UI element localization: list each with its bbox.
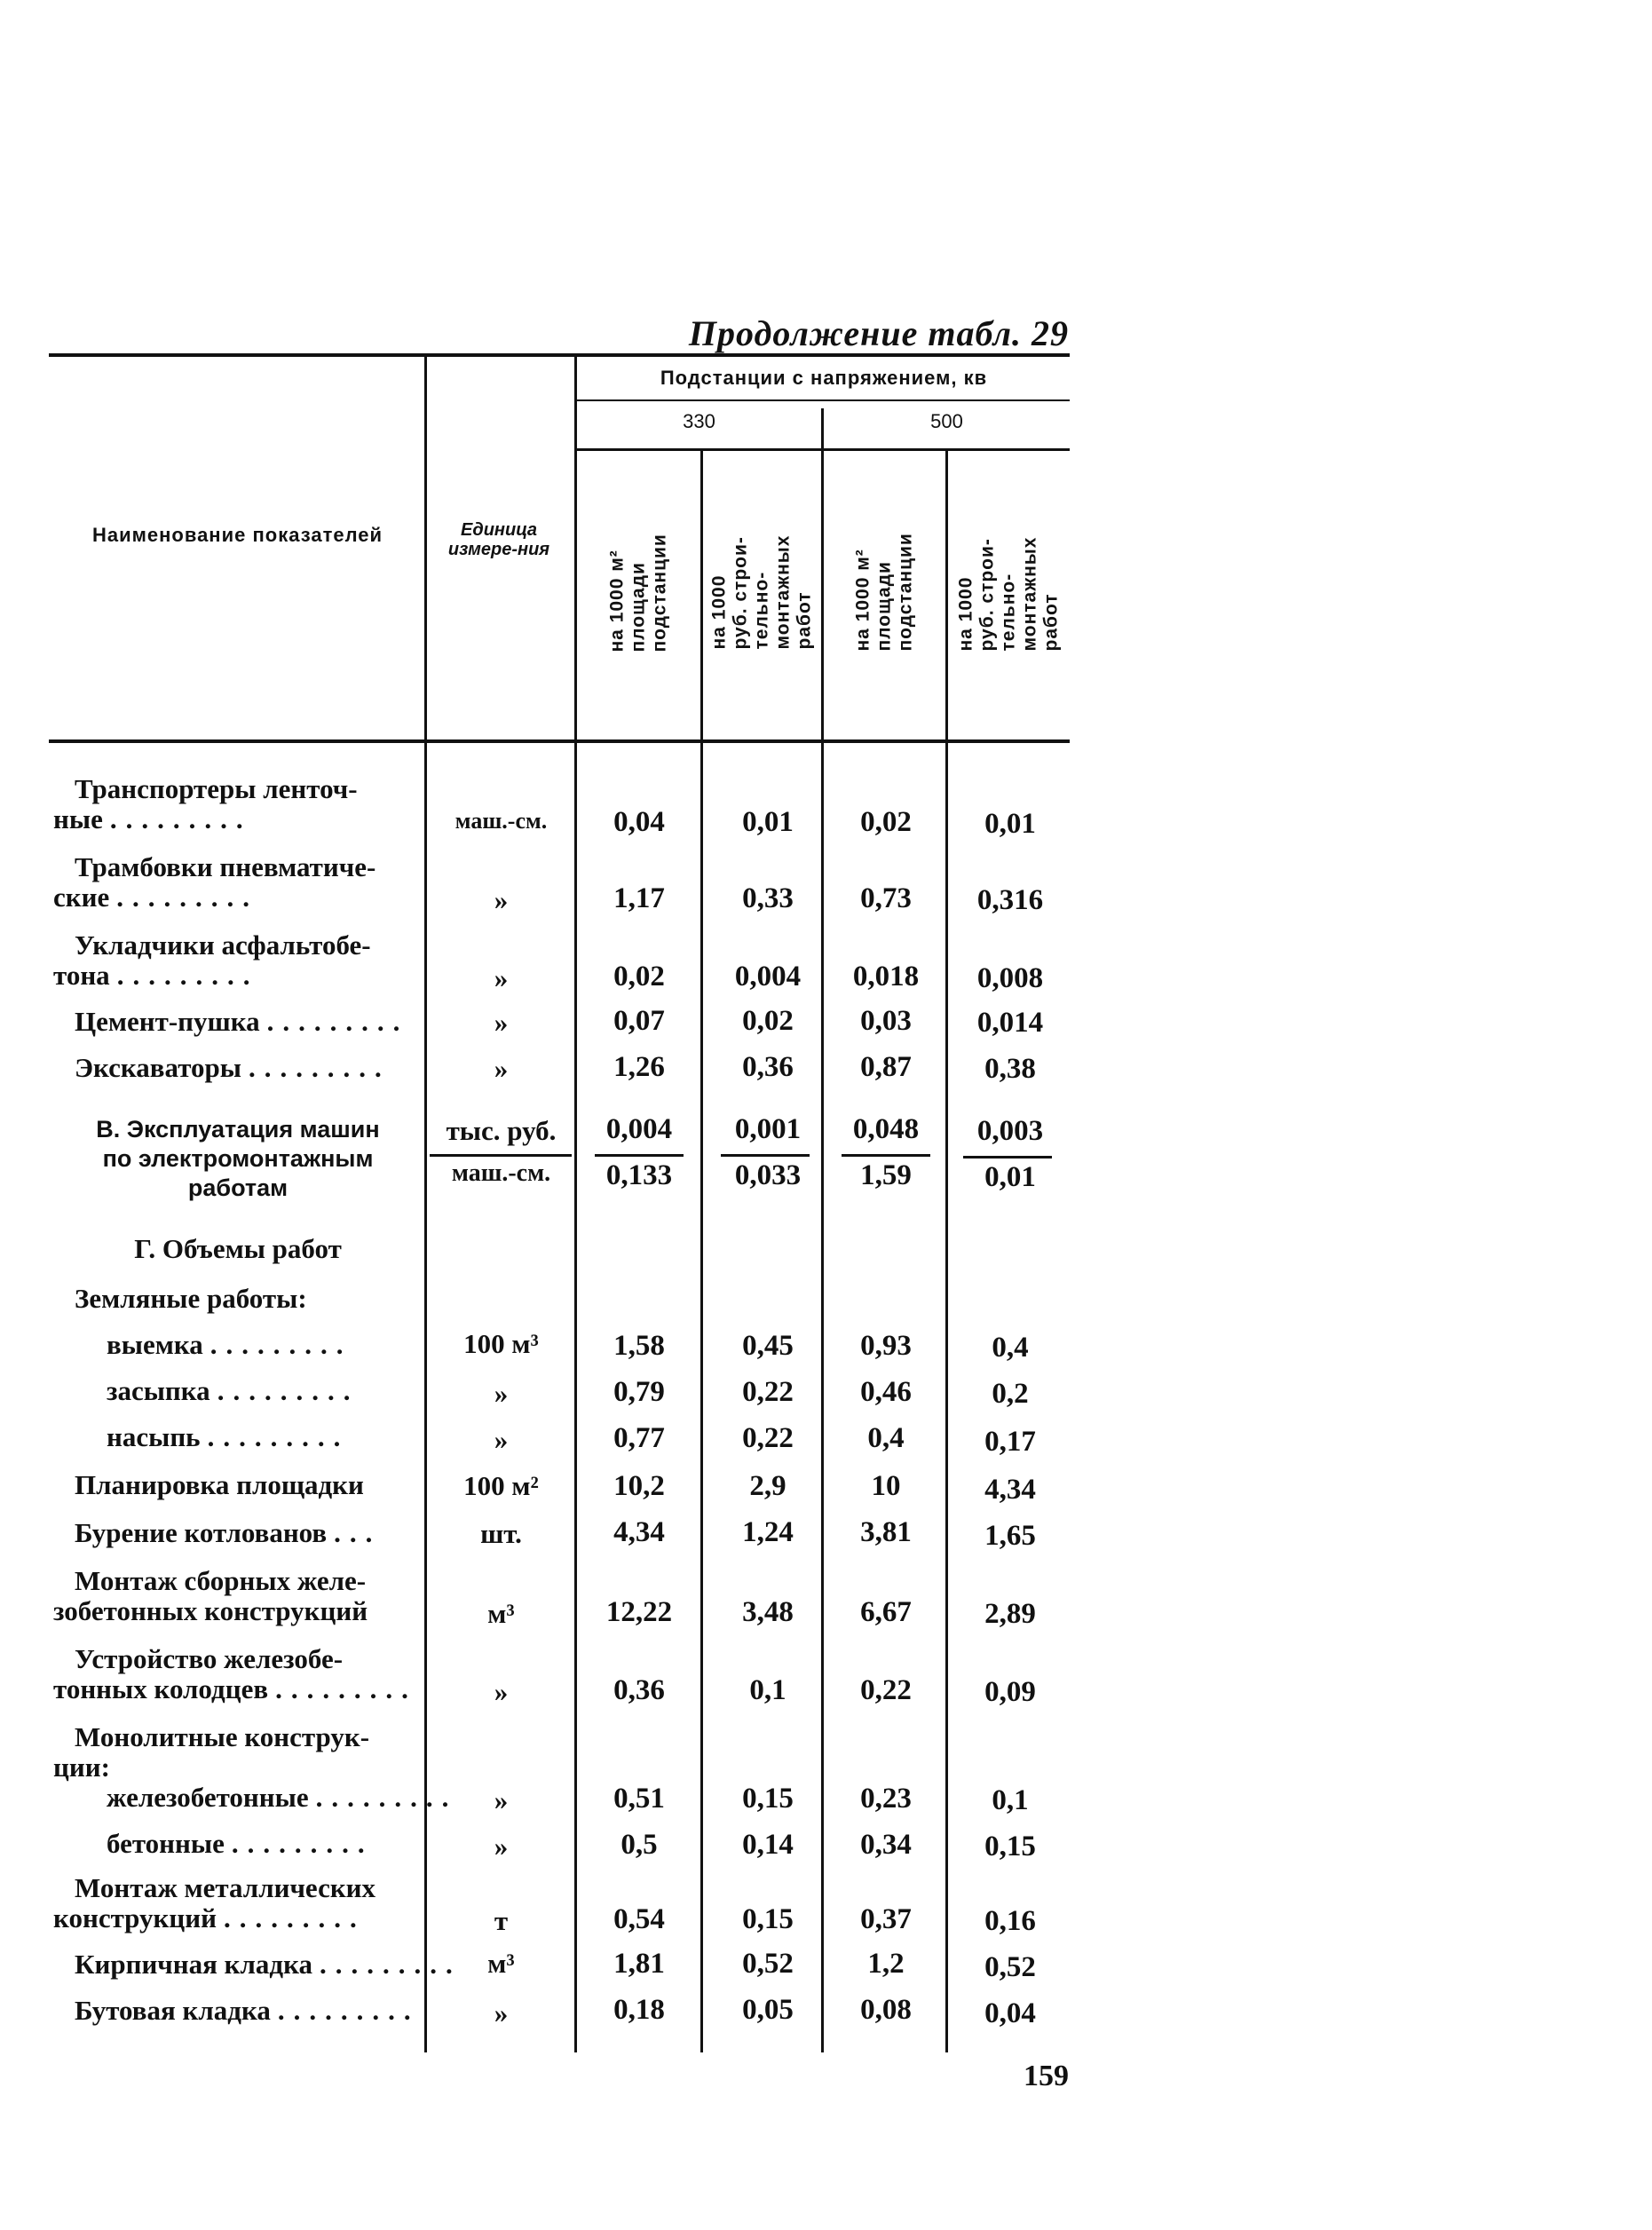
value-cost-330-bottom: 0,033: [734, 1159, 802, 1191]
unit-top: тыс. руб.: [446, 1115, 557, 1146]
value-area-330: 0,07: [613, 1005, 665, 1037]
value-cost-500: 0,04: [984, 1997, 1036, 2029]
value-cost-330: 0,1: [749, 1674, 786, 1706]
value-cost-500: 1,65: [984, 1520, 1036, 1552]
header-col-area-330: на 1000 м² площади подстанции: [606, 533, 670, 652]
value-cost-330: 2,9: [749, 1470, 786, 1502]
voltage-rule: [577, 399, 1070, 401]
header-col-cost-330: на 1000 руб. строи-тельно-монтажных работ: [708, 534, 815, 649]
value-cost-330: 0,01: [742, 806, 794, 838]
fraction-line: [430, 1154, 572, 1157]
row-unit: »: [494, 1007, 509, 1038]
value-cost-330-top: 0,001: [734, 1113, 802, 1145]
value-area-500: 0,03: [860, 1005, 912, 1037]
row-unit: 100 м³: [463, 1328, 539, 1359]
value-area-500: 0,02: [860, 806, 912, 838]
value-area-330: 0,54: [613, 1903, 665, 1935]
header-voltage: Подстанции с напряжением, кв: [660, 367, 988, 389]
header-kv-500: 500: [930, 410, 963, 432]
value-area-500: 0,37: [860, 1903, 912, 1935]
value-cost-500: 0,17: [984, 1426, 1036, 1458]
row-name: Бутовая кладка: [75, 1995, 271, 2026]
table-caption: Продолжение табл. 29: [688, 313, 1069, 353]
header-name: Наименование показателей: [91, 524, 383, 546]
value-cost-500: 0,52: [984, 1951, 1036, 1983]
row-name: выемка: [107, 1329, 203, 1360]
row-name: зобетонных конструкций: [53, 1595, 368, 1626]
value-area-500: 0,34: [860, 1829, 912, 1861]
row-unit: »: [494, 1784, 509, 1815]
value-area-330-top: 0,004: [605, 1113, 673, 1145]
row-unit: маш.-см.: [454, 808, 548, 834]
value-area-500-bottom: 1,59: [860, 1159, 912, 1191]
value-cost-330: 0,14: [742, 1829, 794, 1861]
fraction-line: [842, 1154, 930, 1157]
row-name: Монолитные конструк-: [75, 1721, 370, 1752]
section-title: В. Эксплуатация машин: [96, 1116, 380, 1143]
value-area-330: 0,77: [613, 1422, 665, 1454]
value-cost-330: 0,05: [742, 1994, 794, 2026]
row-unit: »: [494, 1053, 509, 1084]
section-title: работам: [187, 1174, 289, 1201]
row-unit: »: [494, 1831, 509, 1862]
row-unit: шт.: [480, 1518, 522, 1549]
row-unit: »: [494, 884, 509, 915]
row-name: тона: [53, 960, 110, 991]
header-col-area-500: на 1000 м² площади подстанции: [852, 532, 916, 651]
row-name: Монтаж сборных желе-: [75, 1565, 367, 1596]
row-unit: »: [494, 1997, 509, 2028]
value-cost-500-top: 0,003: [976, 1115, 1044, 1147]
row-unit: 100 м²: [463, 1470, 539, 1501]
value-area-330: 1,81: [613, 1948, 665, 1980]
value-area-500: 0,4: [867, 1422, 905, 1454]
value-area-330: 0,79: [613, 1376, 665, 1408]
row-name: ции:: [53, 1752, 110, 1783]
value-area-330: 0,18: [613, 1994, 665, 2026]
row-name: насыпь: [107, 1421, 201, 1452]
value-cost-500: 0,16: [984, 1905, 1036, 1937]
value-cost-500: 0,15: [984, 1831, 1036, 1862]
row-unit: »: [494, 1424, 509, 1455]
row-unit: »: [494, 962, 509, 993]
value-area-330: 1,26: [613, 1051, 665, 1083]
header-kv-330: 330: [683, 410, 715, 432]
section-title: Г. Объемы работ: [134, 1233, 342, 1264]
row-name: Планировка площадки: [75, 1469, 364, 1500]
row-name: конструкций: [53, 1902, 217, 1933]
value-area-330: 1,17: [613, 882, 665, 914]
value-area-330-bottom: 0,133: [605, 1159, 673, 1191]
value-area-330: 0,5: [620, 1829, 658, 1861]
value-cost-330: 0,004: [734, 961, 802, 992]
row-unit: »: [494, 1676, 509, 1707]
value-cost-500-bottom: 0,01: [984, 1161, 1036, 1193]
fraction-line: [721, 1154, 810, 1157]
value-cost-330: 3,48: [742, 1596, 794, 1628]
value-cost-500: 0,38: [984, 1053, 1036, 1085]
value-cost-500: 4,34: [984, 1474, 1036, 1506]
value-area-500: 6,67: [860, 1596, 912, 1628]
value-area-500: 0,87: [860, 1051, 912, 1083]
value-cost-500: 2,89: [984, 1598, 1036, 1630]
value-cost-500: 0,316: [976, 884, 1044, 916]
value-area-500: 0,46: [860, 1376, 912, 1408]
row-name: засыпка: [107, 1375, 210, 1406]
header-bottom-rule: [49, 739, 1070, 743]
value-cost-330: 0,52: [742, 1948, 794, 1980]
page-number: 159: [1024, 2060, 1069, 2092]
value-area-500: 0,93: [860, 1330, 912, 1362]
value-area-330: 0,36: [613, 1674, 665, 1706]
value-cost-500: 0,4: [992, 1332, 1029, 1364]
value-area-330: 10,2: [613, 1470, 665, 1502]
value-area-330: 0,02: [613, 961, 665, 992]
unit-bottom: маш.-см.: [451, 1159, 551, 1187]
value-area-500: 0,22: [860, 1674, 912, 1706]
value-area-500-top: 0,048: [852, 1113, 920, 1145]
value-cost-330: 0,33: [742, 882, 794, 914]
value-area-500: 10: [871, 1470, 901, 1502]
value-cost-500: 0,09: [984, 1676, 1036, 1708]
row-unit: »: [494, 1378, 509, 1409]
row-name: Устройство железобе-: [75, 1643, 344, 1674]
value-area-500: 0,018: [852, 961, 920, 992]
value-cost-330: 0,15: [742, 1783, 794, 1815]
value-cost-500: 0,2: [992, 1378, 1029, 1410]
row-name: Цемент-пушка: [75, 1006, 260, 1037]
value-area-330: 4,34: [613, 1516, 665, 1548]
row-name: тонных колодцев: [53, 1673, 269, 1704]
row-unit: м³: [487, 1598, 515, 1629]
row-name: Трамбовки пневматиче-: [75, 851, 376, 882]
row-name: бетонные: [107, 1828, 225, 1859]
value-area-500: 0,73: [860, 882, 912, 914]
value-area-330: 0,51: [613, 1783, 665, 1815]
value-cost-500: 0,01: [984, 808, 1036, 840]
value-cost-330: 0,22: [742, 1376, 794, 1408]
value-area-500: 0,23: [860, 1783, 912, 1815]
row-name: Экскаваторы: [75, 1052, 241, 1083]
header-col-cost-500: на 1000 руб. строи-тельно-монтажных работ: [955, 536, 1062, 651]
value-area-330: 0,04: [613, 806, 665, 838]
value-cost-330: 0,45: [742, 1330, 794, 1362]
value-area-500: 1,2: [867, 1948, 905, 1980]
row-name: железобетонные: [107, 1782, 309, 1813]
fraction-line: [963, 1156, 1052, 1158]
value-cost-500: 0,014: [976, 1007, 1044, 1039]
row-unit: м³: [487, 1948, 515, 1979]
row-name: Кирпичная кладка: [75, 1949, 312, 1980]
value-cost-330: 0,02: [742, 1005, 794, 1037]
value-cost-500: 0,1: [992, 1784, 1029, 1816]
value-area-330: 12,22: [605, 1596, 673, 1628]
value-cost-330: 1,24: [742, 1516, 794, 1548]
value-cost-500: 0,008: [976, 962, 1044, 994]
fraction-line: [595, 1154, 684, 1157]
row-unit: т: [494, 1905, 509, 1936]
value-cost-330: 0,22: [742, 1422, 794, 1454]
value-area-330: 1,58: [613, 1330, 665, 1362]
row-name: Транспортеры ленточ-: [75, 773, 358, 804]
row-name: Земляные работы:: [75, 1283, 307, 1314]
table-top-rule: [49, 353, 1070, 357]
value-area-500: 3,81: [860, 1516, 912, 1548]
section-title: по электромонтажным: [102, 1145, 374, 1172]
row-name: Бурение котлованов: [75, 1517, 328, 1548]
header-unit: Единица измере-ния: [447, 520, 550, 559]
value-area-500: 0,08: [860, 1994, 912, 2026]
value-cost-330: 0,36: [742, 1051, 794, 1083]
row-name: ские: [53, 882, 110, 913]
row-name: Укладчики асфальтобе-: [75, 929, 371, 961]
row-name: ные: [53, 803, 103, 834]
row-name: Монтаж металлических: [75, 1872, 376, 1903]
value-cost-330: 0,15: [742, 1903, 794, 1935]
